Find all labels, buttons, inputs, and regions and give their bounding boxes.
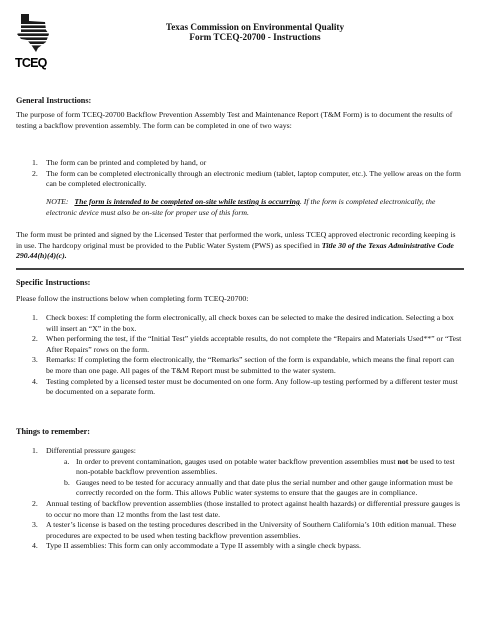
things-to-remember-heading: Things to remember: [16, 427, 90, 436]
general-instructions-heading: General Instructions: [16, 96, 92, 105]
list-item: 3. A tester’s license is based on the testing procedures described in the University of Southern California’s 10th edition manual. These procedures are expected to be used when testing backflow prevention assemblies. [32, 520, 457, 540]
note-emphasis: The form is intended to be completed on-site while testing is occurring [74, 197, 300, 206]
list-item: 2. When performing the test, if the “Initial Test” yields acceptable results, do not complete the “Repairs and Materials Used**” or “Test After Repairs” rows on the form. [32, 334, 462, 354]
list-item: 2. Annual testing of backflow prevention assemblies (those installed to protect against health hazards) or differential pressure gauges is to occur no more than 12 months from the last test date. [32, 498, 461, 519]
list-item: 3. Remarks: If completing the form electronically, the “Remarks” section of the form is expandable, which means the final report can be more than one page. All pages of the T&M Report must be submitted to the water system. [32, 355, 455, 375]
list-item: 1. Differential pressure gauges: [32, 446, 136, 455]
header-title: Texas Commission on Environmental Quality [165, 22, 345, 32]
tceq-logo-graphic [15, 12, 51, 52]
note-label: NOTE: [46, 197, 69, 206]
general-printed-text: The form must be printed and signed by the Licensed Tester that performed the work, unless TCEQ approved electronic recording keeping is in use. The hardcopy original must be provided to the Public Water System (PWS) as specified in Title 30 of the Texas Administrative Code 290.44(h)(4)(c). [16, 230, 456, 261]
list-sub-item: a. In order to prevent contamination, gauges used on potable water backflow prevention assemblies must not be used to test non-potable backflow prevention assemblies. [64, 456, 455, 477]
list-item: 1. The form can be printed and completed by hand, or [32, 158, 207, 167]
list-item: 4. Type II assemblies: This form can only accommodate a Type II assembly with a single check bypass. [32, 541, 361, 551]
specific-list [16, 313, 462, 398]
header-subtitle: Form TCEQ-20700 - Instructions [189, 32, 321, 42]
list-item: 2. The form can be completed electronically through an electronic medium (tablet, laptop computer, etc.). The yellow areas on the form can be completed electronically. [32, 168, 462, 189]
section-divider [16, 268, 464, 270]
tceq-logo [15, 12, 51, 72]
specific-intro: Please follow the instructions below when completing form TCEQ-20700: [16, 294, 249, 303]
note [46, 197, 466, 218]
list-item: 4. Testing completed by a licensed tester must be documented on one form. Any follow-up testing performed by a different tester must be documented on a separate form. [32, 376, 458, 397]
list-sub-item: b. Gauges need to be tested for accuracy annually and that date plus the serial number and other gauge information must be correctly recorded on the form. This allows Public water systems to ensure that the gauges are in compliance. [64, 477, 453, 498]
logo-text: TCEQ [15, 56, 47, 70]
general-list [16, 158, 462, 190]
remember-list [16, 446, 462, 552]
list-item: 1. Check boxes: If completing the form electronically, all check boxes can be selected to make the desired indication. Selecting a box will insert an “X” in the box. [32, 313, 454, 333]
general-intro: The purpose of form TCEQ-20700 Backflow Prevention Assembly Test and Maintenance Report (T&M Form) is to document the results of testing a backflow prevention assembly. The form can be completed in one of two ways: [16, 110, 453, 130]
tac-reference: Title 30 of the Texas Administrative Code 290.44(h)(4)(c). [16, 240, 454, 261]
note-text: . If the form is completed electronically, the electronic device must also be on-site for proper use of this form. [46, 197, 436, 217]
specific-instructions-heading: Specific Instructions: [16, 278, 91, 287]
